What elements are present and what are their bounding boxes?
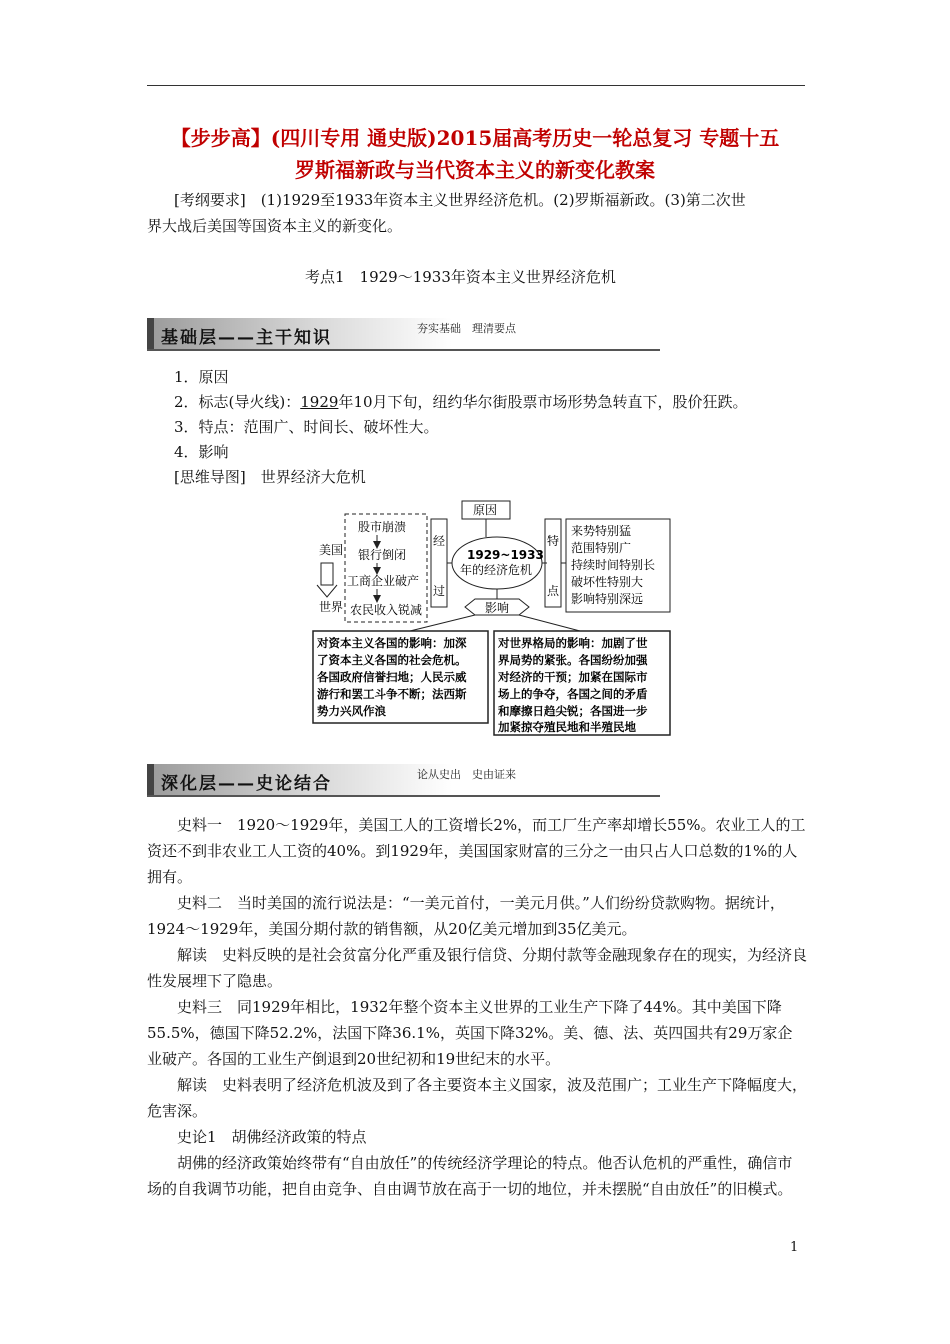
mm-step-3: 工商企业破产 [347,574,420,588]
item-sign-prefix: 2．标志(导火线)： [174,393,301,411]
interpretation-two: 解读 史料表明了经济危机波及到了各主要资本主义国家，波及范围广；工业生产下降幅度大，危害深。 [147,1076,808,1120]
mind-map-diagram [310,497,675,737]
band-bar [147,764,154,797]
mm-impact-right-3: 对经济的干预；加紧在国际市 [498,670,648,684]
mm-feature-4: 破坏性特别大 [571,575,644,589]
mm-center-line1: 1929~1933 [467,548,544,562]
mm-impact-left-1: 对资本主义各国的影响：加深 [317,636,467,650]
argument-one-heading: 史论1 胡佛经济政策的特点 [177,1128,367,1146]
mm-impact: 影响 [485,601,510,615]
mm-feature-2: 范围特别广 [571,541,632,555]
deep-layer-body [147,812,807,1202]
source-three: 史料三 同1929年相比，1932年整个资本主义世界的工业生产下降了44%。其中美国下降55.5%，德国下降52.2%，法国下降36.1%，英国下降32%。美、德、法、英四国共有29万家企业破产。各国的工业生产倒退到20世纪初和19世纪末的水平。 [147,998,793,1068]
basic-layer-sub: 夯实基础 理清要点 [417,322,516,335]
mm-impact-right-5: 和摩擦日趋尖锐；各国进一步 [498,704,648,718]
basic-layer-label: 基础层——主干知识 [161,328,332,348]
mm-down-arrow-shaft [321,563,333,585]
deep-layer-sub: 论从史出 史由证来 [417,768,516,781]
mm-impact-left-4: 游行和罢工斗争不断；法西斯 [317,687,467,701]
source-two: 史料二 当时美国的流行说法是：“一美元首付，一美元月供。”人们纷纷贷款购物。据统计，1924～1929年，美国分期付款的销售额，从20亿美元增加到35亿美元。 [147,894,785,938]
mm-down-arrow-head [317,585,337,597]
mm-impact-right-4: 场上的争夺，各国之间的矛盾 [498,687,648,701]
argument-one-body: 胡佛的经济政策始终带有“自由放任”的传统经济学理论的特点。他否认危机的严重性，确信市场的自我调节功能，把自由竞争、自由调节放在高于一切的地位，并未摆脱“自由放任”的旧模式。 [147,1154,793,1198]
mm-impact-right-1: 对世界格局的影响：加剧了世 [498,636,648,650]
mm-feature-5: 影响特别深远 [571,592,644,606]
interpretation-one: 解读 史料反映的是社会贫富分化严重及银行信贷、分期付款等金融现象存在的现实，为经济良性发展埋下了隐患。 [147,946,808,990]
basic-layer-band [147,318,660,351]
source-one: 史料一 1920～1929年，美国工人的工资增长2%，而工厂生产率却增长55%。农业工人的工资还不到非农业工人工资的40%。到1929年，美国国家财富的三分之一由只占人口总数的1%的人拥有。 [147,816,806,886]
mm-feature-1: 来势特别猛 [571,524,632,538]
section-heading: 考点1 1929～1933年资本主义世界经济危机 [305,268,616,286]
mm-usa: 美国 [319,543,344,557]
mm-center-line2: 年的经济危机 [460,563,533,577]
header-rule [147,85,805,86]
mm-world: 世界 [319,600,344,614]
mm-step-2: 银行倒闭 [358,548,407,562]
mm-guo: 过 [433,584,446,598]
band-underline [147,795,660,797]
mm-impact-right-6: 加紧掠夺殖民地和半殖民地 [498,720,636,734]
item-sign-year: 1929 [300,393,339,411]
mm-step-4: 农民收入锐减 [350,603,423,617]
item-features: 3．特点：范围广、时间长、破坏性大。 [174,418,439,436]
mm-jing: 经 [433,534,446,548]
mm-impact-right-2: 界局势的紧张。各国纷纷加强 [498,653,648,667]
mm-dian: 点 [547,584,560,598]
mm-cause: 原因 [473,503,498,517]
deep-layer-label: 深化层——史论结合 [161,774,332,794]
mm-te: 特 [547,534,560,548]
mm-impact-left-2: 了资本主义各国的社会危机。 [317,653,467,667]
deep-layer-band [147,764,660,797]
item-sign-rest: 年10月下旬，纽约华尔街股票市场形势急转直下，股价狂跌。 [338,393,748,411]
mm-feature-3: 持续时间特别长 [571,558,656,572]
mindmap-label: [思维导图] 世界经济大危机 [174,468,366,486]
item-impact: 4．影响 [174,443,229,461]
document-title-line1: 【步步高】(四川专用 通史版)2015届高考历史一轮总复习 专题十五 [170,126,780,150]
mm-step-1: 股市崩溃 [358,520,407,534]
item-sign [174,390,748,414]
requirements-line2: 界大战后美国等国资本主义的新变化。 [147,217,403,235]
mm-impact-left-3: 各国政府信誉扫地；人民示威 [317,670,467,684]
band-bar [147,318,154,351]
requirements-line1: [考纲要求] (1)1929至1933年资本主义世界经济危机。(2)罗斯福新政。(3)第二次世 [174,191,746,209]
item-cause: 1．原因 [174,368,229,386]
mm-impact-left-5: 势力兴风作浪 [317,704,386,718]
page-number: 1 [790,1240,799,1255]
document-title-line2: 罗斯福新政与当代资本主义的新变化教案 [295,158,655,182]
band-underline [147,349,660,351]
